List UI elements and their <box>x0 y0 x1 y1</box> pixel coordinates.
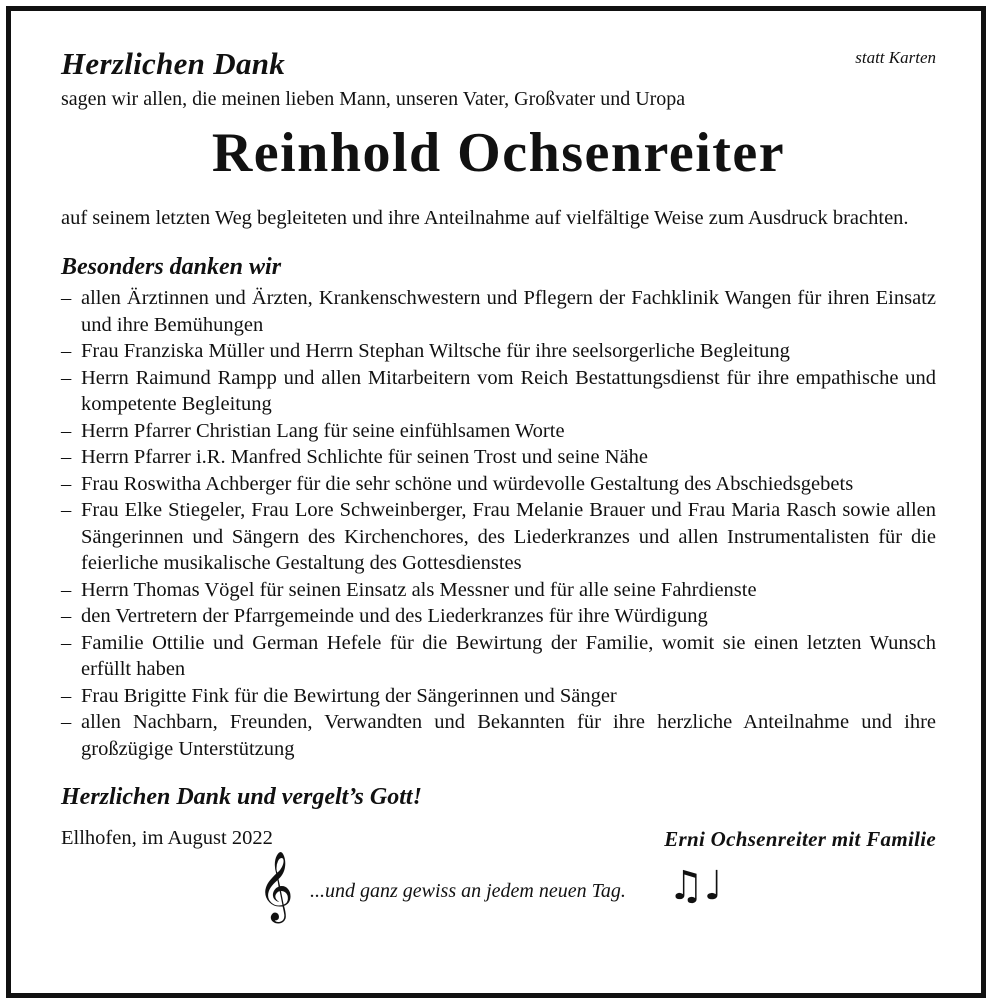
list-item-text: Herrn Pfarrer i.R. Manfred Schlichte für seinen Trost und seine Nähe <box>81 446 649 468</box>
thanks-heading: Besonders danken wir <box>61 254 282 280</box>
music-notes-icon: ♫♩ <box>668 863 723 909</box>
thank-you-notice <box>61 42 936 857</box>
list-item <box>61 418 936 445</box>
list-item-text: allen Nachbarn, Freunden, Verwandten und Bekannten für ihre herzliche Anteilnahme und ihre großzügige Unterstützung <box>81 711 936 760</box>
list-item <box>61 285 936 338</box>
dash-marker: – <box>61 419 72 442</box>
header-row <box>61 42 936 86</box>
list-item <box>61 338 936 365</box>
list-item-text: Herrn Thomas Vögel für seinen Einsatz als Messner und für alle seine Fahrdienste <box>81 578 757 601</box>
list-item <box>61 683 936 710</box>
thanks-list <box>61 285 936 762</box>
dash-marker: – <box>61 366 72 389</box>
list-item <box>61 444 936 471</box>
list-item-text: Frau Brigitte Fink für die Bewirtung der Sängerinnen und Sänger <box>81 684 617 707</box>
dash-marker: – <box>61 605 72 627</box>
list-item <box>61 603 936 630</box>
statt-karten-note: statt Karten <box>855 48 936 67</box>
list-item <box>61 709 936 762</box>
dash-marker: – <box>61 631 72 654</box>
motto-text: ...und ganz gewiss an jedem neuen Tag. <box>310 880 626 902</box>
lead-sentence: sagen wir allen, die meinen lieben Mann, unseren Vater, Großvater und Uropa <box>61 88 686 110</box>
place-date: Ellhofen, im August 2022 <box>61 827 273 849</box>
deceased-name: Reinhold Ochsenreiter <box>211 122 786 184</box>
list-item-text: Herrn Pfarrer Christian Lang für seine einfühlsamen Worte <box>81 419 565 442</box>
list-item <box>61 577 936 604</box>
dash-marker: – <box>61 711 72 733</box>
list-item <box>61 630 936 683</box>
intro-paragraph: auf seinem letzten Weg begleiteten und ihre Anteilnahme auf vielfältige Weise zum Ausdruck brachten. <box>61 207 909 229</box>
list-item-text: Herrn Raimund Rampp und allen Mitarbeitern vom Reich Bestattungsdienst für ihre empathische und kompetente Begleitung <box>81 366 936 415</box>
list-item-text: Frau Roswitha Achberger für die sehr schöne und würdevolle Gestaltung des Abschiedsgebets <box>81 472 854 495</box>
dash-marker: – <box>61 472 72 495</box>
list-item <box>61 471 936 498</box>
signer-name: Erni Ochsenreiter mit Familie <box>664 827 936 851</box>
dash-marker: – <box>61 287 72 309</box>
list-item-text: Familie Ottilie und German Hefele für die Bewirtung der Familie, womit sie einen letzten Wunsch erfüllt haben <box>81 631 936 680</box>
heading-title: Herzlichen Dank <box>61 46 286 81</box>
list-item-text: Frau Franziska Müller und Herrn Stephan Wiltsche für ihre seelsorgerliche Begleitung <box>81 340 790 362</box>
motto-row <box>0 848 992 928</box>
list-item-text: den Vertretern der Pfarrgemeinde und des Liederkranzes für ihre Würdigung <box>81 605 708 627</box>
dash-marker: – <box>61 684 72 707</box>
list-item-text: allen Ärztinnen und Ärzten, Krankenschwestern und Pflegern der Fachklinik Wangen für ihren Einsatz und ihre Bemühungen <box>81 287 936 336</box>
dash-marker: – <box>61 340 72 362</box>
list-item <box>61 497 936 577</box>
dash-marker: – <box>61 446 72 468</box>
dash-marker: – <box>61 499 72 521</box>
closing-line: Herzlichen Dank und vergelt’s Gott! <box>61 784 422 810</box>
list-item-text: Frau Elke Stiegeler, Frau Lore Schweinberger, Frau Melanie Brauer und Frau Maria Rasch sowie allen Sängerinnen und Sängern des Kirchenchores, des Liederkranzes und allen Instrumentalisten für die feierliche musikalische Gestaltung des Gottesdienstes <box>81 499 936 574</box>
treble-clef-icon: 𝄞 <box>258 851 294 921</box>
list-item <box>61 365 936 418</box>
dash-marker: – <box>61 578 72 601</box>
